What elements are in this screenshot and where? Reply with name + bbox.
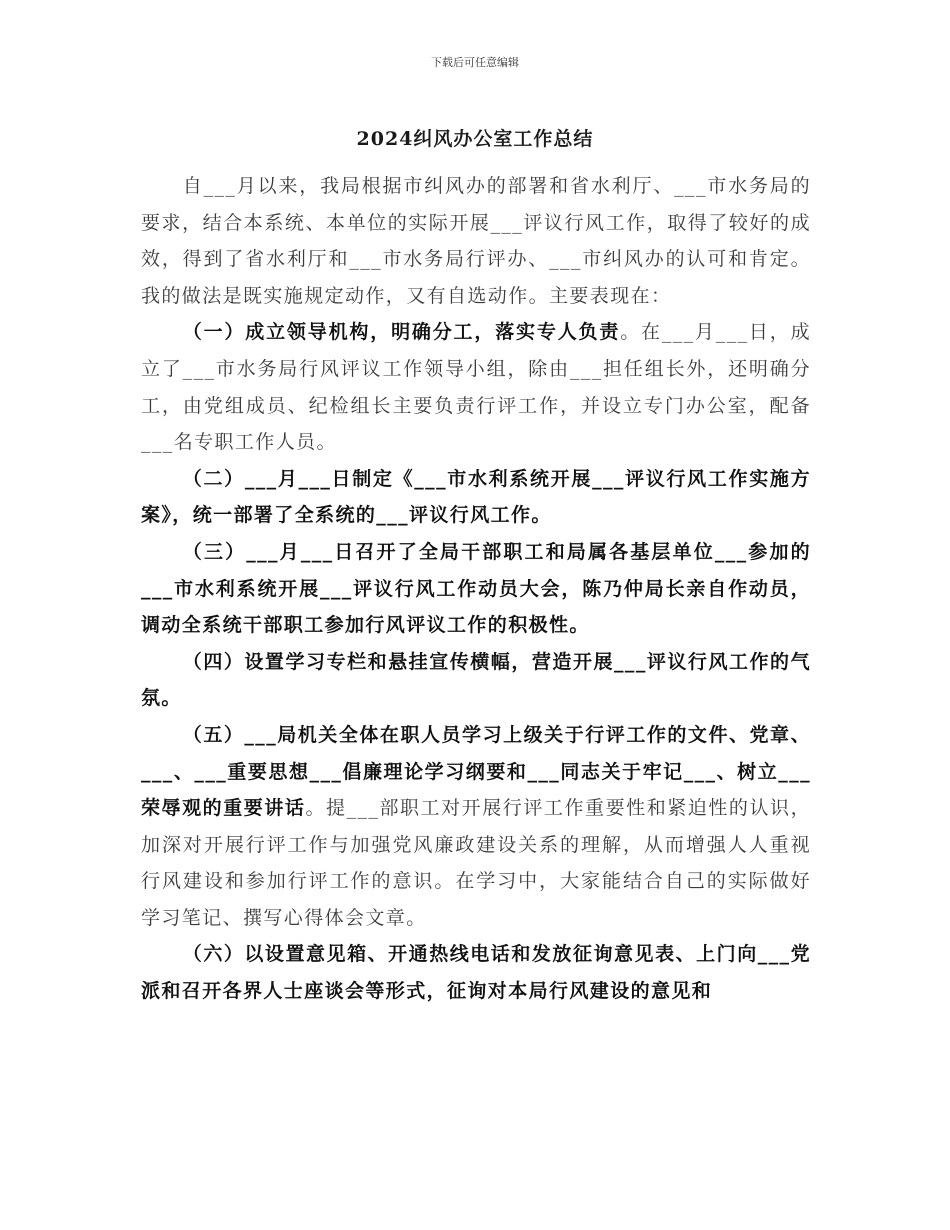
paragraph-1-heading: （一）成立领导机构，明确分工，落实专人负责 — [182, 321, 621, 344]
header-note: 下载后可任意编辑 — [431, 56, 519, 69]
paragraph-1-text: 。在___月___日，成立了___市水务局行风评议工作领导小组，除由___担任组长外，还明确分工，由党组成员、纪检组长主要负责行评工作，并设立专门办公室，配备___名专职工作人员。 — [141, 321, 811, 454]
paragraph-intro — [141, 168, 811, 314]
paragraph-6 — [141, 936, 811, 1009]
paragraph-5-heading: （五）___局机关全体在职人员学习上级关于行评工作的文件、党章、___、___重要思想___倡廉理论学习纲要和___同志关于牢记___、树立___荣辱观的重要讲话 — [141, 723, 811, 820]
paragraph-6-heading: （六）以设置意见箱、开通热线电话和发放征询意见表、上门向___党派和召开各界人士座谈会等形式，征询对本局行风建设的意见和 — [141, 943, 811, 1003]
paragraph-5-text: 。提___部职工对开展行评工作重要性和紧迫性的认识，加深对开展行评工作与加强党风廉政建设关系的理解，从而增强人人重视行风建设和参加行评工作的意识。在学习中，大家能结合自己的实际做好学习笔记、撰写心得体会文章。 — [141, 797, 811, 929]
document-body — [141, 168, 811, 1010]
paragraph-4 — [141, 644, 811, 717]
paragraph-2 — [141, 461, 811, 534]
paragraph-intro-text: 自___月以来，我局根据市纠风办的部署和省水利厅、___市水务局的要求，结合本系统、本单位的实际开展___评议行风工作，取得了较好的成效，得到了省水利厅和___市水务局行评办、___市纠风办的认可和肯定。我的做法是既实施规定动作，又有自选动作。主要表现在： — [141, 175, 811, 307]
paragraph-3 — [141, 534, 811, 644]
paragraph-5 — [141, 717, 811, 937]
paragraph-3-heading: （三）___月___日召开了全局干部职工和局属各基层单位___参加的___市水利系统开展___评议行风工作动员大会，陈乃仲局长亲自作动员，调动全系统干部职工参加行风评议工作的积极性。 — [141, 540, 811, 637]
paragraph-4-heading: （四）设置学习专栏和悬挂宣传横幅，营造开展___评议行风工作的气氛。 — [141, 650, 811, 710]
paragraph-1 — [141, 314, 811, 460]
document-title: 2024纠风办公室工作总结 — [356, 128, 594, 150]
paragraph-2-heading: （二）___月___日制定《___市水利系统开展___评议行风工作实施方案》，统一部署了全系统的___评议行风工作。 — [141, 467, 811, 527]
